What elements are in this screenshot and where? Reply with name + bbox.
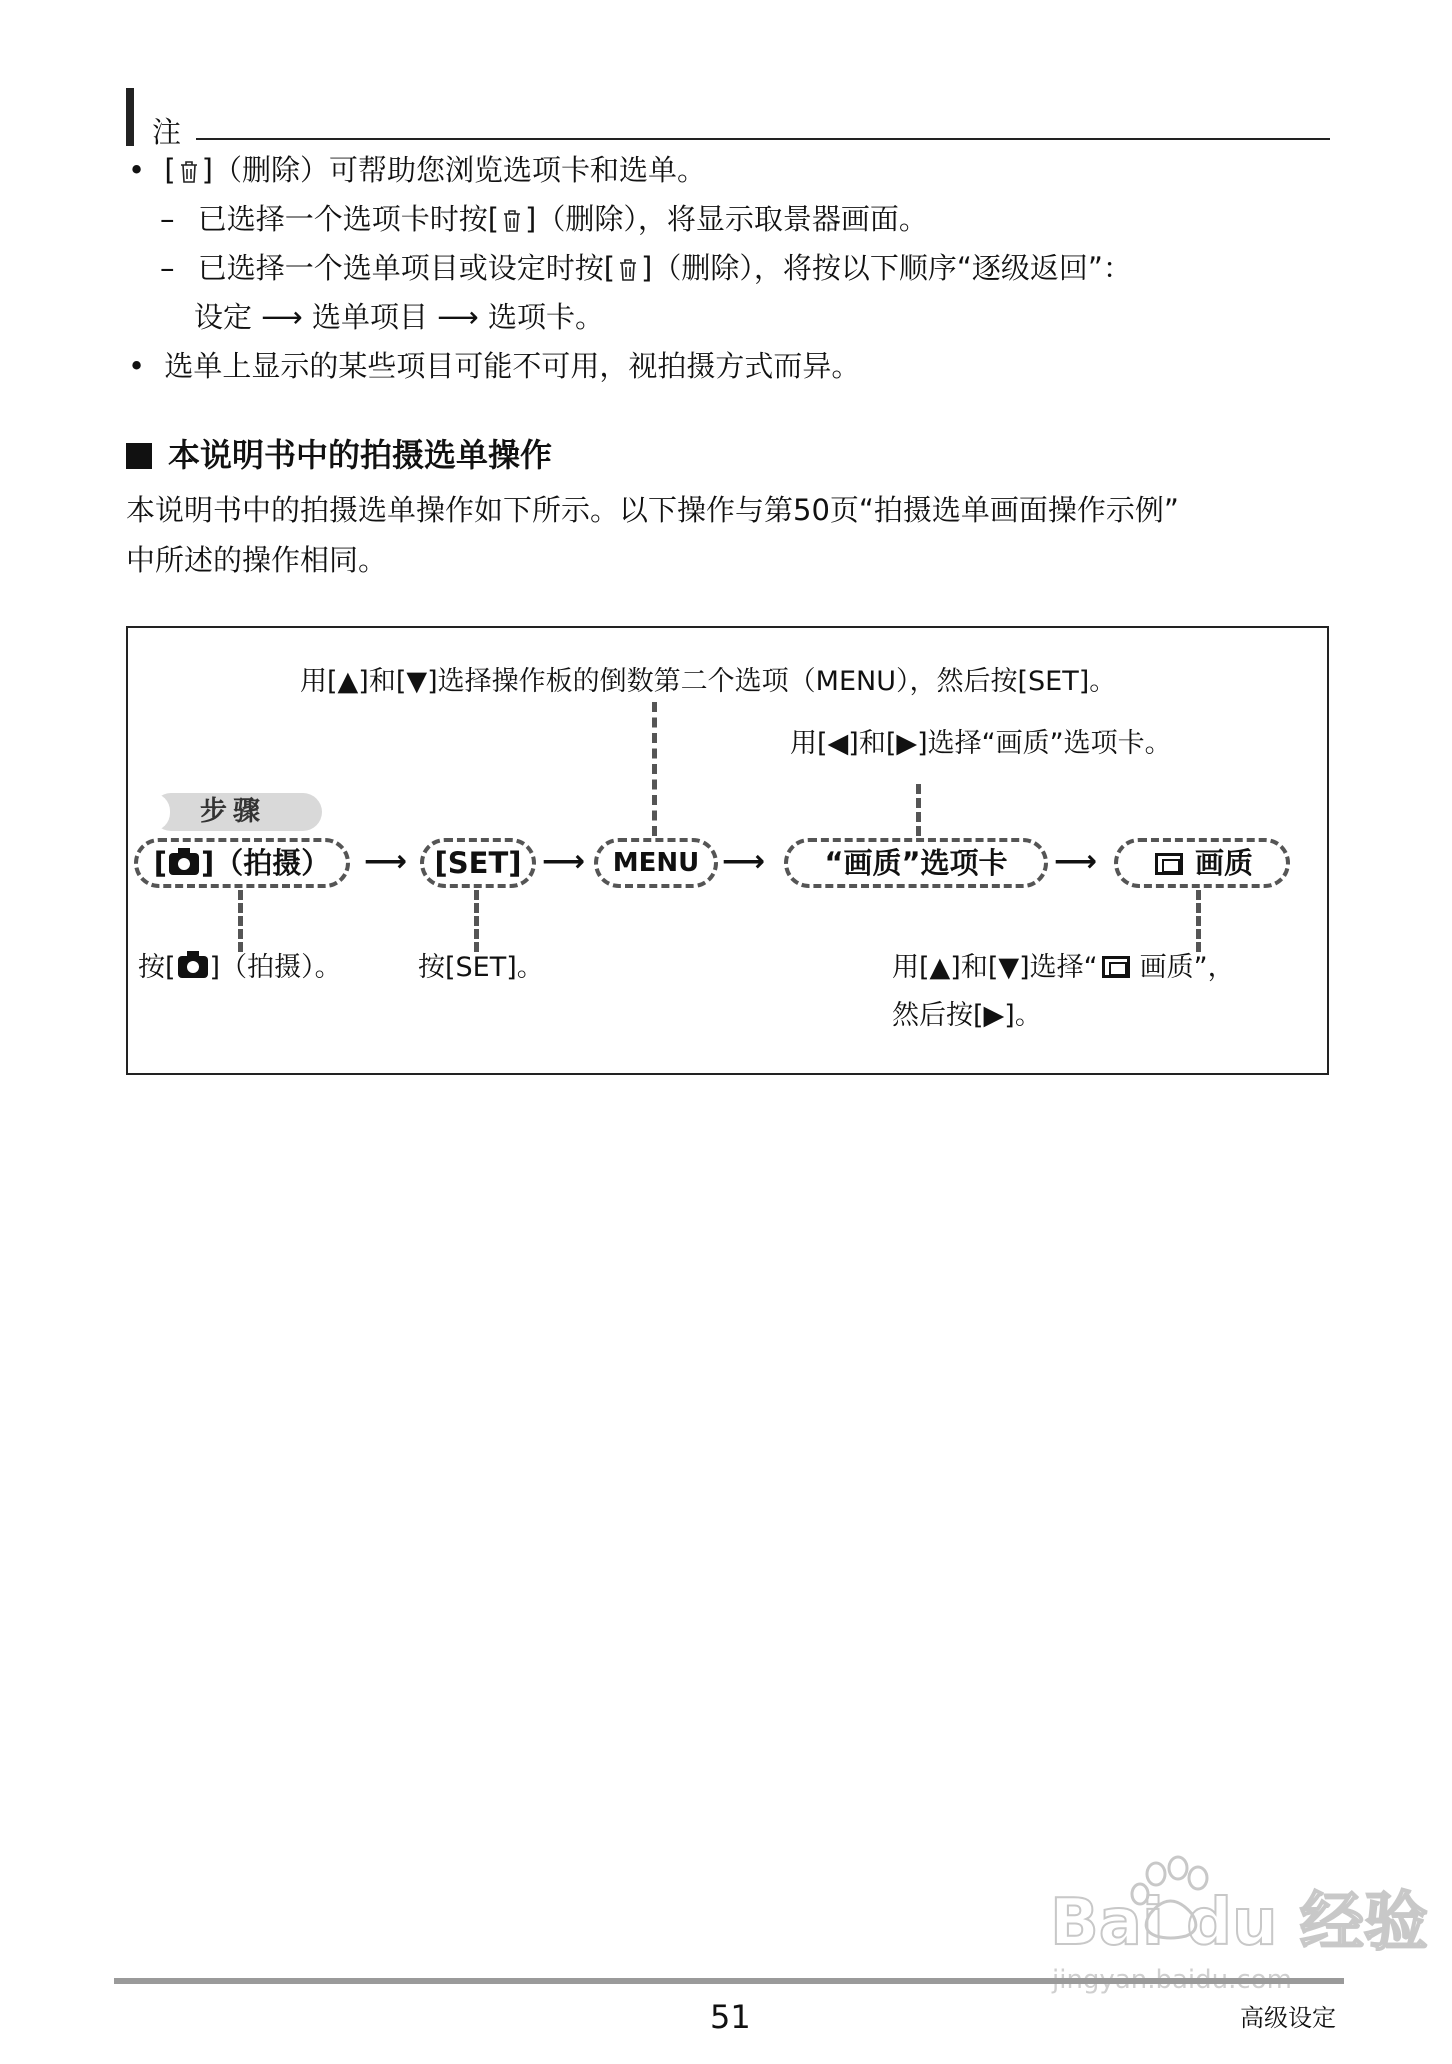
steps-tag-label: 步骤 (200, 796, 266, 827)
step-menu: MENU (594, 838, 718, 888)
note-label: 注 (152, 115, 182, 149)
camera-icon (169, 853, 199, 875)
connector-quality (1196, 890, 1201, 952)
note-subitem-2-order: 设定 ⟶ 选单项目 ⟶ 选项卡。 (194, 300, 605, 334)
steps-tag (152, 793, 322, 831)
note-rule (196, 138, 1330, 140)
diagram-tab-note: 用[◀]和[▶]选择“画质”选项卡。 (790, 728, 1172, 759)
dash-glyph: – (160, 251, 175, 285)
trash-icon (501, 209, 523, 233)
connector-tab (916, 784, 921, 836)
note-subitem-1: – 已选择一个选项卡时按[ ]（删除），将显示取景器画面。 (160, 202, 928, 236)
section-body-line-1: 本说明书中的拍摄选单操作如下所示。以下操作与第50页“拍摄选单画面操作示例” (126, 493, 1179, 527)
note-bullet-2: • 选单上显示的某些项目可能不可用，视拍摄方式而异。 (128, 349, 861, 383)
footer-rule (114, 1978, 1344, 1984)
flow-arrow-1: ⟶ (364, 844, 408, 879)
image-quality-icon (1102, 956, 1130, 978)
trash-icon (617, 258, 639, 282)
dash-glyph: – (160, 202, 175, 236)
note-press-set: 按[SET]。 (418, 952, 544, 983)
step-set: [SET] (420, 838, 536, 888)
connector-shoot (238, 890, 243, 952)
flow-arrow-3: ⟶ (722, 844, 766, 879)
note-marker-bar (126, 88, 134, 146)
diagram-top-note: 用[▲]和[▼]选择操作板的倒数第二个选项（MENU），然后按[SET]。 (300, 666, 1117, 697)
trash-icon (178, 160, 200, 184)
camera-icon (178, 956, 208, 978)
svg-text:Bai du 经验: Bai du 经验 (1050, 1886, 1428, 1960)
note-bullet-1: • [ ]（删除）可帮助您浏览选项卡和选单。 (128, 153, 706, 187)
note-subitem-2: – 已选择一个选单项目或设定时按[ ]（删除），将按以下顺序“逐级返回”： (160, 251, 1132, 285)
note-press-shoot: 按[ ]（拍摄）。 (138, 952, 342, 983)
step-quality-tab: “画质”选项卡 (784, 838, 1048, 888)
flow-arrow-2: ⟶ (542, 844, 586, 879)
flow-arrow-4: ⟶ (1054, 844, 1098, 879)
section-heading: 本说明书中的拍摄选单操作 (126, 430, 552, 476)
step-quality: 画质 (1114, 838, 1290, 888)
bullet-glyph: • (128, 153, 146, 187)
square-bullet-icon (126, 443, 152, 469)
connector-menu (652, 702, 657, 836)
step-shoot: [ ]（拍摄） (134, 838, 350, 888)
page-number: 51 (710, 1998, 751, 2036)
connector-set (474, 890, 479, 952)
note-then-press-right: 然后按[▶]。 (892, 1000, 1042, 1031)
steps-tag-notch (152, 793, 170, 831)
image-quality-icon (1155, 853, 1183, 875)
note-select-quality: 用[▲]和[▼]选择“ 画质”， (892, 952, 1235, 983)
bullet-glyph: • (128, 349, 146, 383)
footer-section-label: 高级设定 (1240, 2004, 1336, 2032)
section-body-line-2: 中所述的操作相同。 (126, 543, 388, 577)
